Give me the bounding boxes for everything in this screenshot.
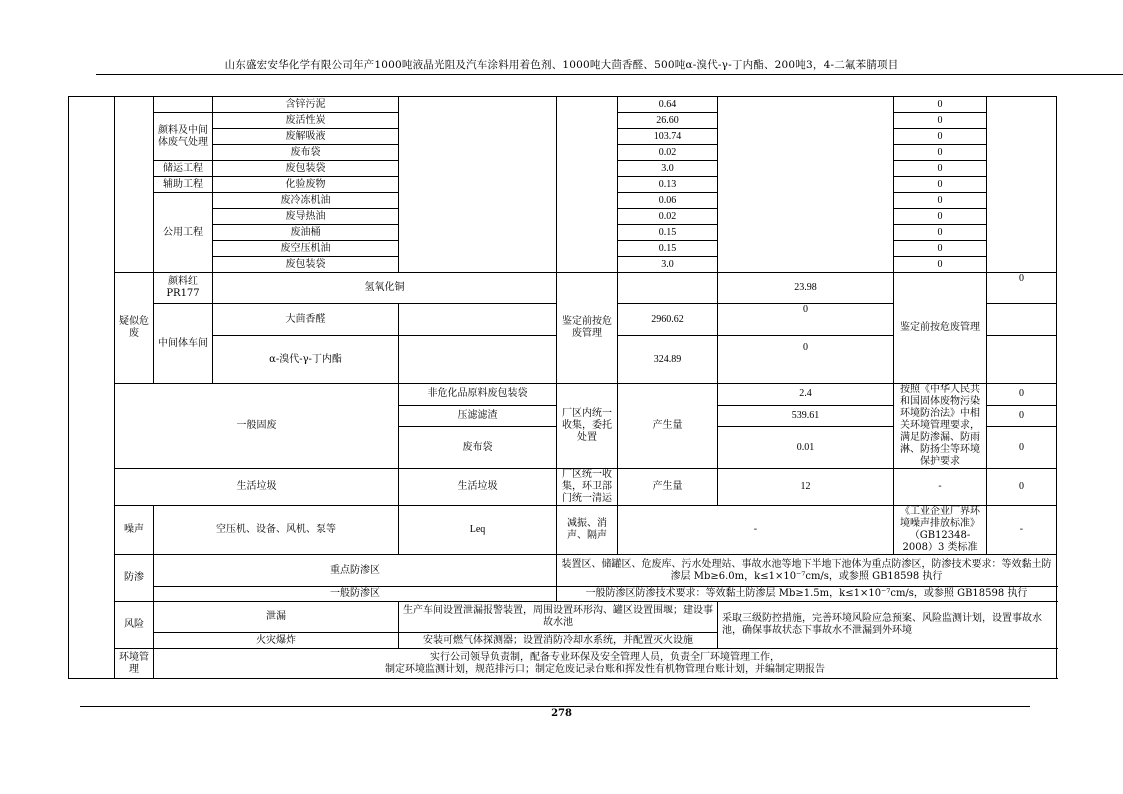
waste-name: 废包装袋 (213, 257, 399, 273)
pigment-item: 氢氧化铜 (213, 273, 557, 304)
noise-source: 空压机、设备、风机、泵等 (154, 506, 399, 555)
noise-label: 噪声 (115, 506, 154, 555)
risk-measures: 采取三级防控措施，完善环境风险应急预案、风险监测计划，设置事故水池，确保事故状态下事故水不泄漏到外环境 (718, 602, 1057, 649)
anisaldehyde-amount: 2960.62 (618, 304, 718, 336)
category-cell-blank (69, 97, 115, 679)
bromo-lactone-label: α-溴代-γ-丁内酯 (213, 336, 399, 384)
table-row (69, 602, 1057, 633)
waste-name: 废导热油 (213, 209, 399, 225)
header-divider (96, 74, 1123, 75)
discharge-value: 0 (894, 129, 987, 145)
seepage-label: 防渗 (115, 555, 154, 602)
intermediate-workshop-label: 中间体车间 (154, 304, 213, 384)
waste-name: 含锌污泥 (213, 97, 399, 113)
key-zone-text: 装置区、储罐区、危废库、污水处理站、事故水池等地下半地下池体为重点防渗区，防渗技术要求：等效黏土防渗层 Mb≥6.0m，k≤1×10⁻⁷cm/s，或参照 GB18598 执行 (557, 555, 1057, 587)
table-row (69, 273, 1057, 304)
discharge-value: 0 (987, 427, 1057, 469)
key-zone-label: 重点防渗区 (154, 555, 557, 587)
discharge-value: 0 (987, 384, 1057, 406)
measure-cell-blank (399, 97, 557, 273)
remark-cell-blank (987, 304, 1057, 336)
waste-amount: 26.60 (618, 113, 718, 129)
suspected-measure: 鉴定前按危废管理 (557, 273, 618, 384)
waste-amount: 103.74 (618, 129, 718, 145)
general-solid-label: 一般固废 (115, 384, 399, 469)
general-solid-item: 压滤滤渣 (399, 405, 557, 427)
leak-text: 生产车间设置泄漏报警装置，周围设置环形沟、罐区设置围堰；建设事故水池 (399, 602, 718, 633)
management-line-1: 实行公司领导负责制，配备专业环保及安全管理人员，负责全厂环境管理工作， (430, 651, 780, 663)
waste-amount: 3.0 (618, 161, 718, 177)
general-solid-amount: 2.4 (718, 384, 894, 406)
general-solid-amount: 539.61 (718, 405, 894, 427)
general-zone-text: 一般防渗区防渗技术要求：等效黏土防渗层 Mb≥1.5m，k≤1×10⁻⁷cm/s，或参照 GB18598 执行 (557, 587, 1057, 602)
table-row (69, 649, 1057, 679)
waste-amount: 0.15 (618, 225, 718, 241)
discharge-value: 0 (894, 241, 987, 257)
document-header-title: 山东盛宏安华化学有限公司年产1000吨液晶光阻及汽车涂料用着色剂、1000吨大茴香醛、500吨α-溴代-γ-丁内酯、200吨3，4-二氟苯腈项目 (224, 59, 899, 71)
group-label: 公用工程 (154, 193, 213, 273)
table-row (69, 587, 1057, 602)
waste-name: 化验废物 (213, 177, 399, 193)
risk-label: 风险 (115, 602, 154, 649)
group-label: 颜料及中间体废气处理 (154, 113, 213, 161)
subcategory-cell-blank (115, 97, 154, 273)
discharge-value: 0 (894, 97, 987, 113)
noise-indicator: Leq (399, 506, 557, 555)
general-solid-indicator: 产生量 (618, 384, 718, 469)
waste-name: 废活性炭 (213, 113, 399, 129)
environmental-measures-table (68, 96, 1057, 679)
discharge-value: 0 (894, 257, 987, 273)
discharge-value: 0 (894, 193, 987, 209)
leak-label: 泄漏 (154, 602, 399, 633)
table-row (69, 97, 1057, 113)
waste-amount: 0.06 (618, 193, 718, 209)
table-row (69, 555, 1057, 587)
discharge-value: 0 (894, 161, 987, 177)
discharge-value: 0 (718, 336, 894, 384)
discharge-value: 0 (718, 304, 894, 336)
discharge-value: 0 (894, 177, 987, 193)
waste-name: 废冷冻机油 (213, 193, 399, 209)
anisaldehyde-label: 大茴香醛 (213, 304, 399, 336)
discharge-value: 0 (894, 209, 987, 225)
waste-amount: 3.0 (618, 257, 718, 273)
domestic-waste-indicator: 产生量 (618, 469, 718, 506)
noise-measure: 减振、消声、隔声 (557, 506, 618, 555)
general-solid-standard: 按照《中华人民共和国固体废物污染环境防治法》中相关环境管理要求，满足防渗漏、防雨淋、防扬尘等环境保护要求 (894, 384, 987, 469)
waste-name: 废包装袋 (213, 161, 399, 177)
indicator-cell-blank (557, 97, 618, 273)
discharge-value: 0 (894, 113, 987, 129)
page-number: 278 (551, 708, 572, 719)
domestic-waste-item: 生活垃圾 (399, 469, 557, 506)
domestic-waste-amount: 12 (718, 469, 894, 506)
noise-discharge: - (987, 506, 1057, 555)
waste-name: 废空压机油 (213, 241, 399, 257)
waste-name: 废油桶 (213, 225, 399, 241)
general-solid-measure: 厂区内统一收集，委托处置 (557, 384, 618, 469)
footer-divider (80, 706, 1030, 707)
general-zone-label: 一般防渗区 (154, 587, 557, 602)
domestic-waste-standard: - (894, 469, 987, 506)
fire-label: 火灾爆炸 (154, 633, 399, 649)
table-row (69, 469, 1057, 506)
discharge-value: 0 (894, 225, 987, 241)
remark-cell-blank (987, 336, 1057, 384)
group-label: 储运工程 (154, 161, 213, 177)
remark-cell-blank (987, 97, 1057, 273)
waste-name: 废布袋 (213, 145, 399, 161)
noise-standard: 《工业企业厂界环境噪声排放标准》（GB12348-2008）3 类标准 (894, 506, 987, 555)
suspected-hazardous-label: 疑似危废 (115, 273, 154, 384)
table-row (69, 384, 1057, 406)
indicator-cell-blank (399, 304, 557, 336)
waste-name: 废解吸液 (213, 129, 399, 145)
waste-amount: 0.15 (618, 241, 718, 257)
indicator-cell-blank (618, 273, 718, 304)
group-cell-blank (154, 97, 213, 113)
indicator-cell-blank (399, 336, 557, 384)
pigment-amount: 23.98 (718, 273, 894, 304)
management-label: 环境管理 (115, 649, 154, 679)
domestic-waste-label: 生活垃圾 (115, 469, 399, 506)
management-line-2: 制定环境监测计划，规范排污口；制定危废记录台账和挥发性有机物管理台账计划，并编制定期报告 (385, 663, 825, 675)
discharge-value: 0 (987, 405, 1057, 427)
group-label: 辅助工程 (154, 177, 213, 193)
fire-text: 安装可燃气体探测器；设置消防冷却水系统，并配置灭火设施 (399, 633, 718, 649)
waste-amount: 0.02 (618, 209, 718, 225)
standard-cell-blank (718, 97, 894, 273)
noise-value: - (618, 506, 894, 555)
general-solid-item: 废布袋 (399, 427, 557, 469)
suspected-standard: 鉴定前按危废管理 (894, 273, 987, 384)
table-row (69, 506, 1057, 555)
discharge-value: 0 (894, 145, 987, 161)
discharge-value: 0 (987, 469, 1057, 506)
discharge-value: 0 (987, 273, 1057, 304)
general-solid-amount: 0.01 (718, 427, 894, 469)
bromo-amount: 324.89 (618, 336, 718, 384)
waste-amount: 0.02 (618, 145, 718, 161)
domestic-waste-measure: 厂区统一收集，环卫部门统一清运 (557, 469, 618, 506)
pigment-label: 颜料红PR177 (154, 273, 213, 304)
waste-amount: 0.13 (618, 177, 718, 193)
waste-amount: 0.64 (618, 97, 718, 113)
management-text (154, 649, 1057, 679)
general-solid-item: 非危化品原料废包装袋 (399, 384, 557, 406)
